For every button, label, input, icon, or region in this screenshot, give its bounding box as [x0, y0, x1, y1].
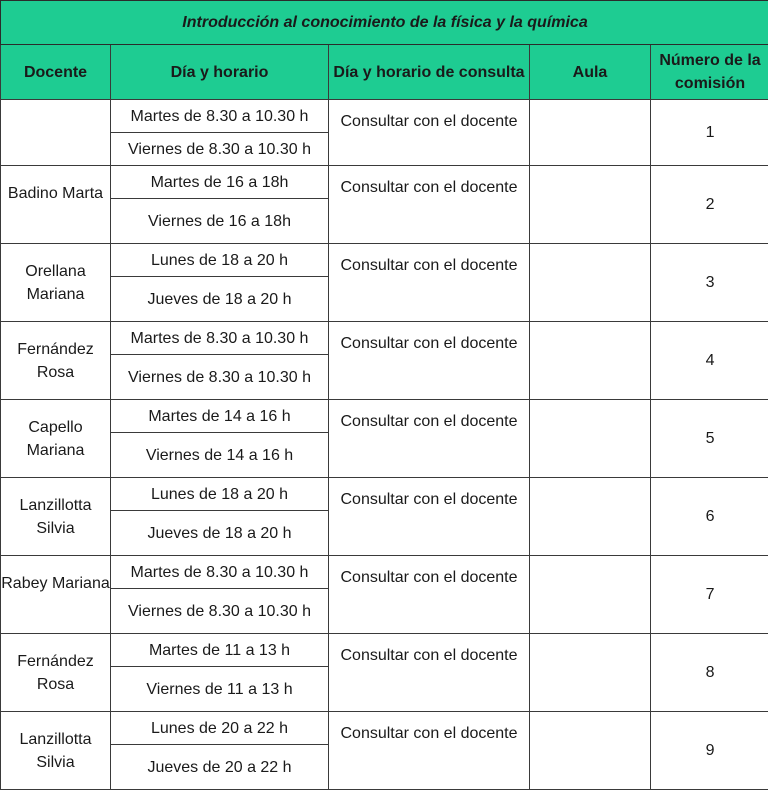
table-row	[1, 322, 768, 355]
horario-slot-1: Martes de 8.30 a 10.30 h	[111, 322, 329, 355]
table-row	[1, 478, 768, 511]
horario-slot-2: Viernes de 11 a 13 h	[111, 667, 329, 712]
docente-cell: Lanzillotta Silvia	[1, 712, 111, 790]
horario-slot-2: Viernes de 14 a 16 h	[111, 433, 329, 478]
table-row	[1, 400, 768, 433]
horario-slot-1: Martes de 14 a 16 h	[111, 400, 329, 433]
numero-comision-cell: 6	[651, 478, 768, 556]
header-dia-horario: Día y horario	[111, 45, 329, 100]
docente-cell	[1, 100, 111, 166]
header-numero-comision: Número de la comisión	[651, 45, 768, 100]
horario-slot-1: Lunes de 18 a 20 h	[111, 244, 329, 277]
numero-comision-cell: 1	[651, 100, 768, 166]
consulta-cell: Consultar con el docente	[329, 400, 530, 478]
horario-slot-2: Viernes de 8.30 a 10.30 h	[111, 589, 329, 634]
numero-comision-cell: 8	[651, 634, 768, 712]
numero-comision-cell: 7	[651, 556, 768, 634]
horario-slot-1: Martes de 8.30 a 10.30 h	[111, 556, 329, 589]
table-row	[1, 634, 768, 667]
header-consulta: Día y horario de consulta	[329, 45, 530, 100]
aula-cell	[530, 634, 651, 712]
consulta-cell: Consultar con el docente	[329, 100, 530, 166]
horario-slot-1: Lunes de 18 a 20 h	[111, 478, 329, 511]
consulta-cell: Consultar con el docente	[329, 244, 530, 322]
aula-cell	[530, 478, 651, 556]
consulta-cell: Consultar con el docente	[329, 478, 530, 556]
aula-cell	[530, 166, 651, 244]
horario-slot-2: Viernes de 8.30 a 10.30 h	[111, 133, 329, 166]
horario-slot-2: Jueves de 18 a 20 h	[111, 277, 329, 322]
horario-slot-1: Martes de 8.30 a 10.30 h	[111, 100, 329, 133]
consulta-cell: Consultar con el docente	[329, 166, 530, 244]
horario-slot-1: Martes de 11 a 13 h	[111, 634, 329, 667]
aula-cell	[530, 322, 651, 400]
aula-cell	[530, 556, 651, 634]
numero-comision-cell: 5	[651, 400, 768, 478]
table-title: Introducción al conocimiento de la física y la química	[1, 1, 768, 45]
horario-slot-2: Jueves de 20 a 22 h	[111, 745, 329, 790]
docente-cell: Capello Mariana	[1, 400, 111, 478]
table-row	[1, 556, 768, 589]
table-row	[1, 166, 768, 199]
docente-cell: Rabey Mariana	[1, 556, 111, 634]
aula-cell	[530, 712, 651, 790]
consulta-cell: Consultar con el docente	[329, 712, 530, 790]
horario-slot-1: Martes de 16 a 18h	[111, 166, 329, 199]
horario-slot-1: Lunes de 20 a 22 h	[111, 712, 329, 745]
aula-cell	[530, 244, 651, 322]
consulta-cell: Consultar con el docente	[329, 556, 530, 634]
docente-cell: Badino Marta	[1, 166, 111, 244]
consulta-cell: Consultar con el docente	[329, 634, 530, 712]
aula-cell	[530, 100, 651, 166]
numero-comision-cell: 2	[651, 166, 768, 244]
table-row	[1, 244, 768, 277]
table-row	[1, 712, 768, 745]
header-docente: Docente	[1, 45, 111, 100]
numero-comision-cell: 4	[651, 322, 768, 400]
numero-comision-cell: 3	[651, 244, 768, 322]
horario-slot-2: Viernes de 8.30 a 10.30 h	[111, 355, 329, 400]
consulta-cell: Consultar con el docente	[329, 322, 530, 400]
numero-comision-cell: 9	[651, 712, 768, 790]
docente-cell: Fernández Rosa	[1, 322, 111, 400]
horario-slot-2: Jueves de 18 a 20 h	[111, 511, 329, 556]
aula-cell	[530, 400, 651, 478]
docente-cell: Fernández Rosa	[1, 634, 111, 712]
docente-cell: Orellana Mariana	[1, 244, 111, 322]
table-row	[1, 100, 768, 133]
horario-slot-2: Viernes de 16 a 18h	[111, 199, 329, 244]
docente-cell: Lanzillotta Silvia	[1, 478, 111, 556]
header-aula: Aula	[530, 45, 651, 100]
